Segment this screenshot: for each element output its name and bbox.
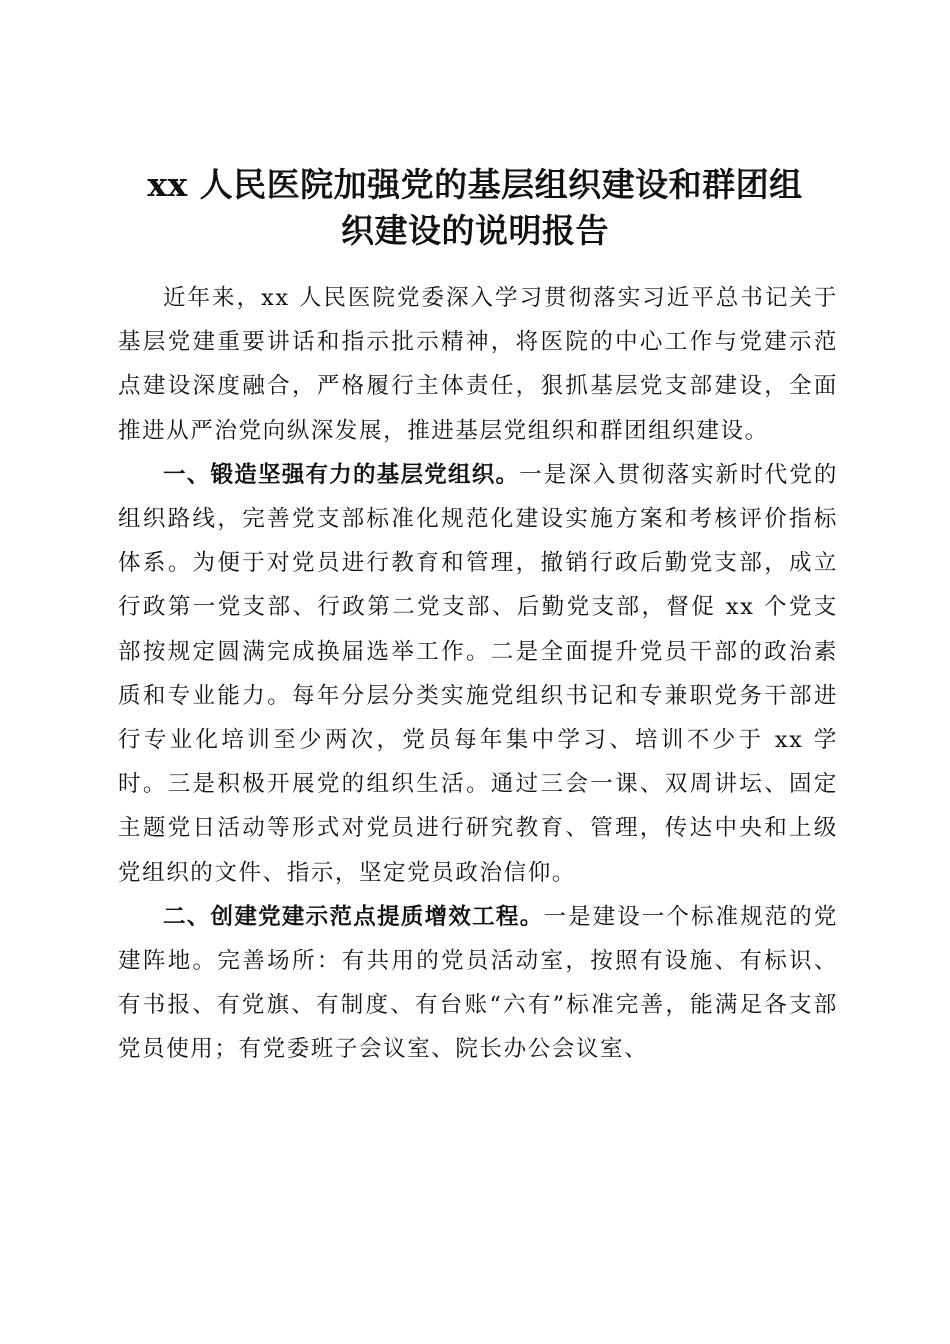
section-heading: 二、创建党建示范点提质增效工程。 [163,903,544,930]
title-line-1: xx 人民医院加强党的基层组织建设和群团组 [147,165,803,205]
paragraph-text: 近年来，xx 人民医院党委深入学习贯彻落实习近平总书记关于基层党建重要讲话和指示批示精神，将医院的中心工作与党建示范点建设深度融合，严格履行主体责任，狠抓基层党支部建设，全面推进从严治党向纵深发展，推进基层党组织和群团组织建设。 [118,285,838,444]
section-heading: 一、锻造坚强有力的基层党组织。 [163,461,520,488]
document-title [100,162,850,254]
paragraph-section-1 [118,453,838,895]
title-line-2: 织建设的说明报告 [341,211,609,251]
paragraph-text: 一是深入贯彻落实新时代党的组织路线，完善党支部标准化规范化建设实施方案和考核评价指标体系。为便于对党员进行教育和管理，撤销行政后勤党支部，成立行政第一党支部、行政第二党支部、后勤党支部，督促 xx 个党支部按规定圆满完成换届选举工作。二是全面提升党员干部的政治素质和专业能力。每年分层分类实施党组织书记和专兼职党务干部进行专业化培训至少两次，党员每年集中学习、培训不少于 xx 学时。三是积极开展党的组织生活。通过三会一课、双周讲坛、固定主题党日活动等形式对党员进行研究教育、管理，传达中央和上级党组织的文件、指示，坚定党员政治信仰。 [118,461,838,886]
paragraph-section-2 [118,895,838,1072]
paragraph-text: 一是建设一个标准规范的党建阵地。完善场所：有共用的党员活动室，按照有设施、有标识、有书报、有党旗、有制度、有台账“六有”标准完善，能满足各支部党员使用；有党委班子会议室、院长办公会议室、 [118,903,838,1063]
document-body [118,276,838,1072]
paragraph-intro [118,276,838,453]
